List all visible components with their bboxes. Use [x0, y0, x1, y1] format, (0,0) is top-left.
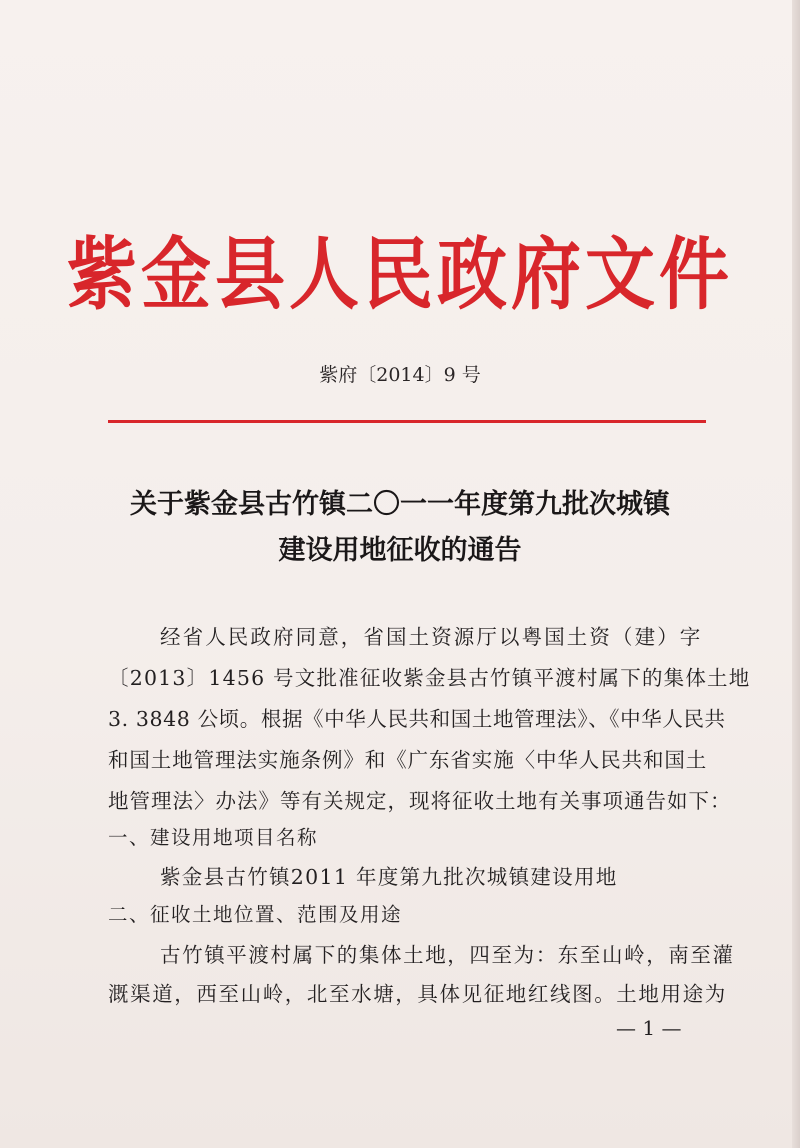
- body-paragraph-line: 〔2013〕1456 号文批准征收紫金县古竹镇平渡村属下的集体土地: [108, 666, 751, 690]
- masthead-title: 紫金县人民政府文件: [67, 227, 733, 321]
- notice-title-line-2: 建设用地征收的通告: [278, 535, 522, 566]
- body-paragraph-line: 紫金县古竹镇2011 年度第九批次城镇建设用地: [160, 865, 618, 889]
- document-number: 紫府〔2014〕9 号: [319, 364, 481, 386]
- body-paragraph-line: 3. 3848 公顷。根据《中华人民共和国土地管理法》、《中华人民共: [108, 707, 726, 731]
- notice-title-line-1: 关于紫金县古竹镇二〇一一年度第九批次城镇: [130, 489, 670, 520]
- section-heading-project-name: 一、建设用地项目名称: [108, 826, 319, 849]
- body-paragraph-line: 地管理法〉办法》等有关规定，现将征收土地有关事项通告如下：: [108, 789, 732, 813]
- paper-edge: [792, 0, 800, 1148]
- body-paragraph-line: 溉渠道，西至山岭，北至水塘，具体见征地红线图。土地用途为: [108, 982, 727, 1006]
- red-divider-line: [108, 420, 706, 423]
- page-number: — 1 —: [616, 1016, 682, 1040]
- body-paragraph-line: 经省人民政府同意，省国土资源厅以粤国土资（建）字: [160, 625, 703, 649]
- section-heading-location: 二、征收土地位置、范围及用途: [108, 903, 403, 926]
- body-paragraph-line: 和国土地管理法实施条例》和《广东省实施〈中华人民共和国土: [108, 748, 708, 772]
- body-paragraph-line: 古竹镇平渡村属下的集体土地，四至为：东至山岭，南至灌: [160, 943, 735, 967]
